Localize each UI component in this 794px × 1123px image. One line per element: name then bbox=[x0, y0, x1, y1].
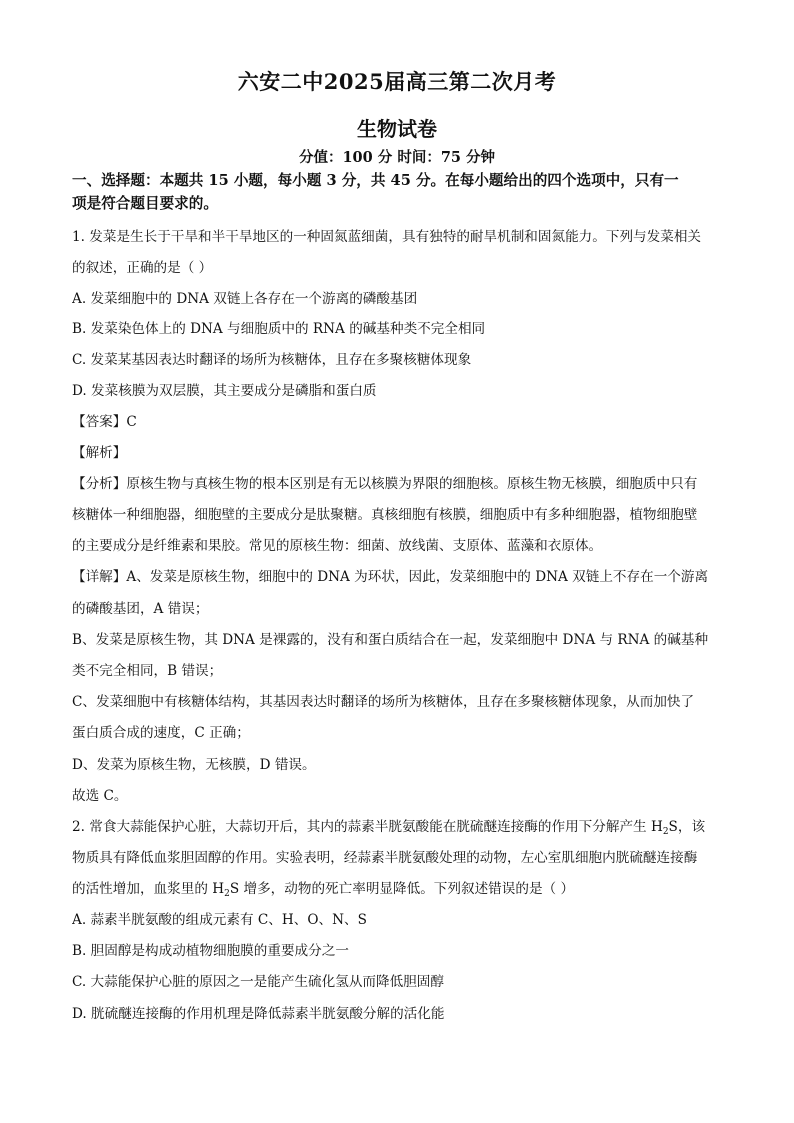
q2-stem-line3-text: 的活性增加，血浆里的 H bbox=[72, 881, 225, 897]
q2-stem-line2: 物质具有降低血浆胆固醇的作用。实验表明，经蒜素半胱氨酸处理的动物，左心室肌细胞内胱硫醚连接酶 bbox=[72, 850, 698, 866]
q1-option-b: B. 发菜染色体上的 DNA 与细胞质中的 RNA 的碱基种类不完全相同 bbox=[72, 321, 486, 337]
q1-detail-b-line2: 类不完全相同，B 错误； bbox=[72, 663, 223, 679]
q1-option-c: C. 发菜某基因表达时翻译的场所为核糖体，且存在多聚核糖体现象 bbox=[72, 352, 472, 368]
q1-stem-line1: 1. 发菜是生长于干旱和半干旱地区的一种固氮蓝细菌，具有独特的耐旱机制和固氮能力。下列与发菜相关 bbox=[72, 229, 702, 245]
q1-detail-b-line1: B、发菜是原核生物，其 DNA 是裸露的，没有和蛋白质结合在一起，发菜细胞中 DNA 与 RNA 的碱基种 bbox=[72, 632, 709, 648]
score-time-info: 分值：100 分 时间：75 分钟 bbox=[298, 149, 496, 166]
q1-option-a: A. 发菜细胞中的 DNA 双链上各存在一个游离的磷酸基团 bbox=[72, 291, 418, 307]
q1-detail-c-line1: C、发菜细胞中有核糖体结构，其基因表达时翻译的场所为核糖体，且存在多聚核糖体现象，从而加快了 bbox=[72, 694, 695, 710]
q1-conclusion: 故选 C。 bbox=[72, 788, 128, 804]
q1-detail-d: D、发菜为原核生物，无核膜，D 错误。 bbox=[72, 757, 316, 773]
q2-stem-line3-subscript: 2 bbox=[224, 889, 230, 899]
q1-detail-a-line1: 【详解】A、发菜是原核生物，细胞中的 DNA 为环状，因此，发菜细胞中的 DNA 双链上不存在一个游离 bbox=[72, 569, 709, 585]
q2-stem-line1-subscript: 2 bbox=[662, 827, 669, 837]
q1-stem-line2: 的叙述，正确的是（ ） bbox=[72, 260, 213, 276]
q2-stem-line1-text: 2. 常食大蒜能保护心脏，大蒜切开后，其内的蒜素半胱氨酸能在胱硫醚连接酶的作用下分解产生 H bbox=[72, 819, 663, 835]
q1-option-d: D. 发菜核膜为双层膜，其主要成分是磷脂和蛋白质 bbox=[72, 383, 377, 399]
q2-stem-line3-tail: S 增多，动物的死亡率明显降低。下列叙述错误的是（ ） bbox=[229, 881, 575, 897]
subject-title: 生物试卷 bbox=[357, 117, 437, 141]
q2-option-a: A. 蒜素半胱氨酸的组成元素有 C、H、O、N、S bbox=[72, 912, 367, 928]
q2-option-d: D. 胱硫醚连接酶的作用机理是降低蒜素半胱氨酸分解的活化能 bbox=[72, 1006, 445, 1022]
q2-option-c: C. 大蒜能保护心脏的原因之一是能产生硫化氢从而降低胆固醇 bbox=[72, 974, 444, 990]
q2-option-b: B. 胆固醇是构成动植物细胞膜的重要成分之一 bbox=[72, 943, 349, 959]
q1-analysis-line1: 【分析】原核生物与真核生物的根本区别是有无以核膜为界限的细胞核。原核生物无核膜，细胞质中只有 bbox=[72, 476, 698, 492]
q1-analysis-line3: 的主要成分是纤维素和果胶。常见的原核生物：细菌、放线菌、支原体、蓝藻和衣原体。 bbox=[72, 538, 603, 554]
q1-detail-a-line2: 的磷酸基团，A 错误； bbox=[72, 601, 209, 617]
q2-stem-line3 bbox=[72, 880, 722, 900]
q1-analysis-label: 【解析】 bbox=[72, 445, 127, 461]
section-heading-line2: 项是符合题目要求的。 bbox=[72, 195, 218, 212]
q2-stem-line1 bbox=[72, 818, 722, 838]
q1-answer: 【答案】C bbox=[72, 414, 137, 430]
q2-stem-line1-tail: S，该 bbox=[668, 819, 706, 835]
q1-detail-c-line2: 蛋白质合成的速度，C 正确； bbox=[72, 725, 250, 741]
section-heading-line1: 一、选择题：本题共 15 小题，每小题 3 分，共 45 分。在每小题给出的四个选项中，只有一 bbox=[72, 172, 679, 189]
exam-title: 六安二中2025届高三第二次月考 bbox=[237, 69, 557, 94]
q1-analysis-line2: 核糖体一种细胞器，细胞壁的主要成分是肽聚糖。真核细胞有核膜，细胞质中有多种细胞器，植物细胞壁 bbox=[72, 507, 698, 523]
